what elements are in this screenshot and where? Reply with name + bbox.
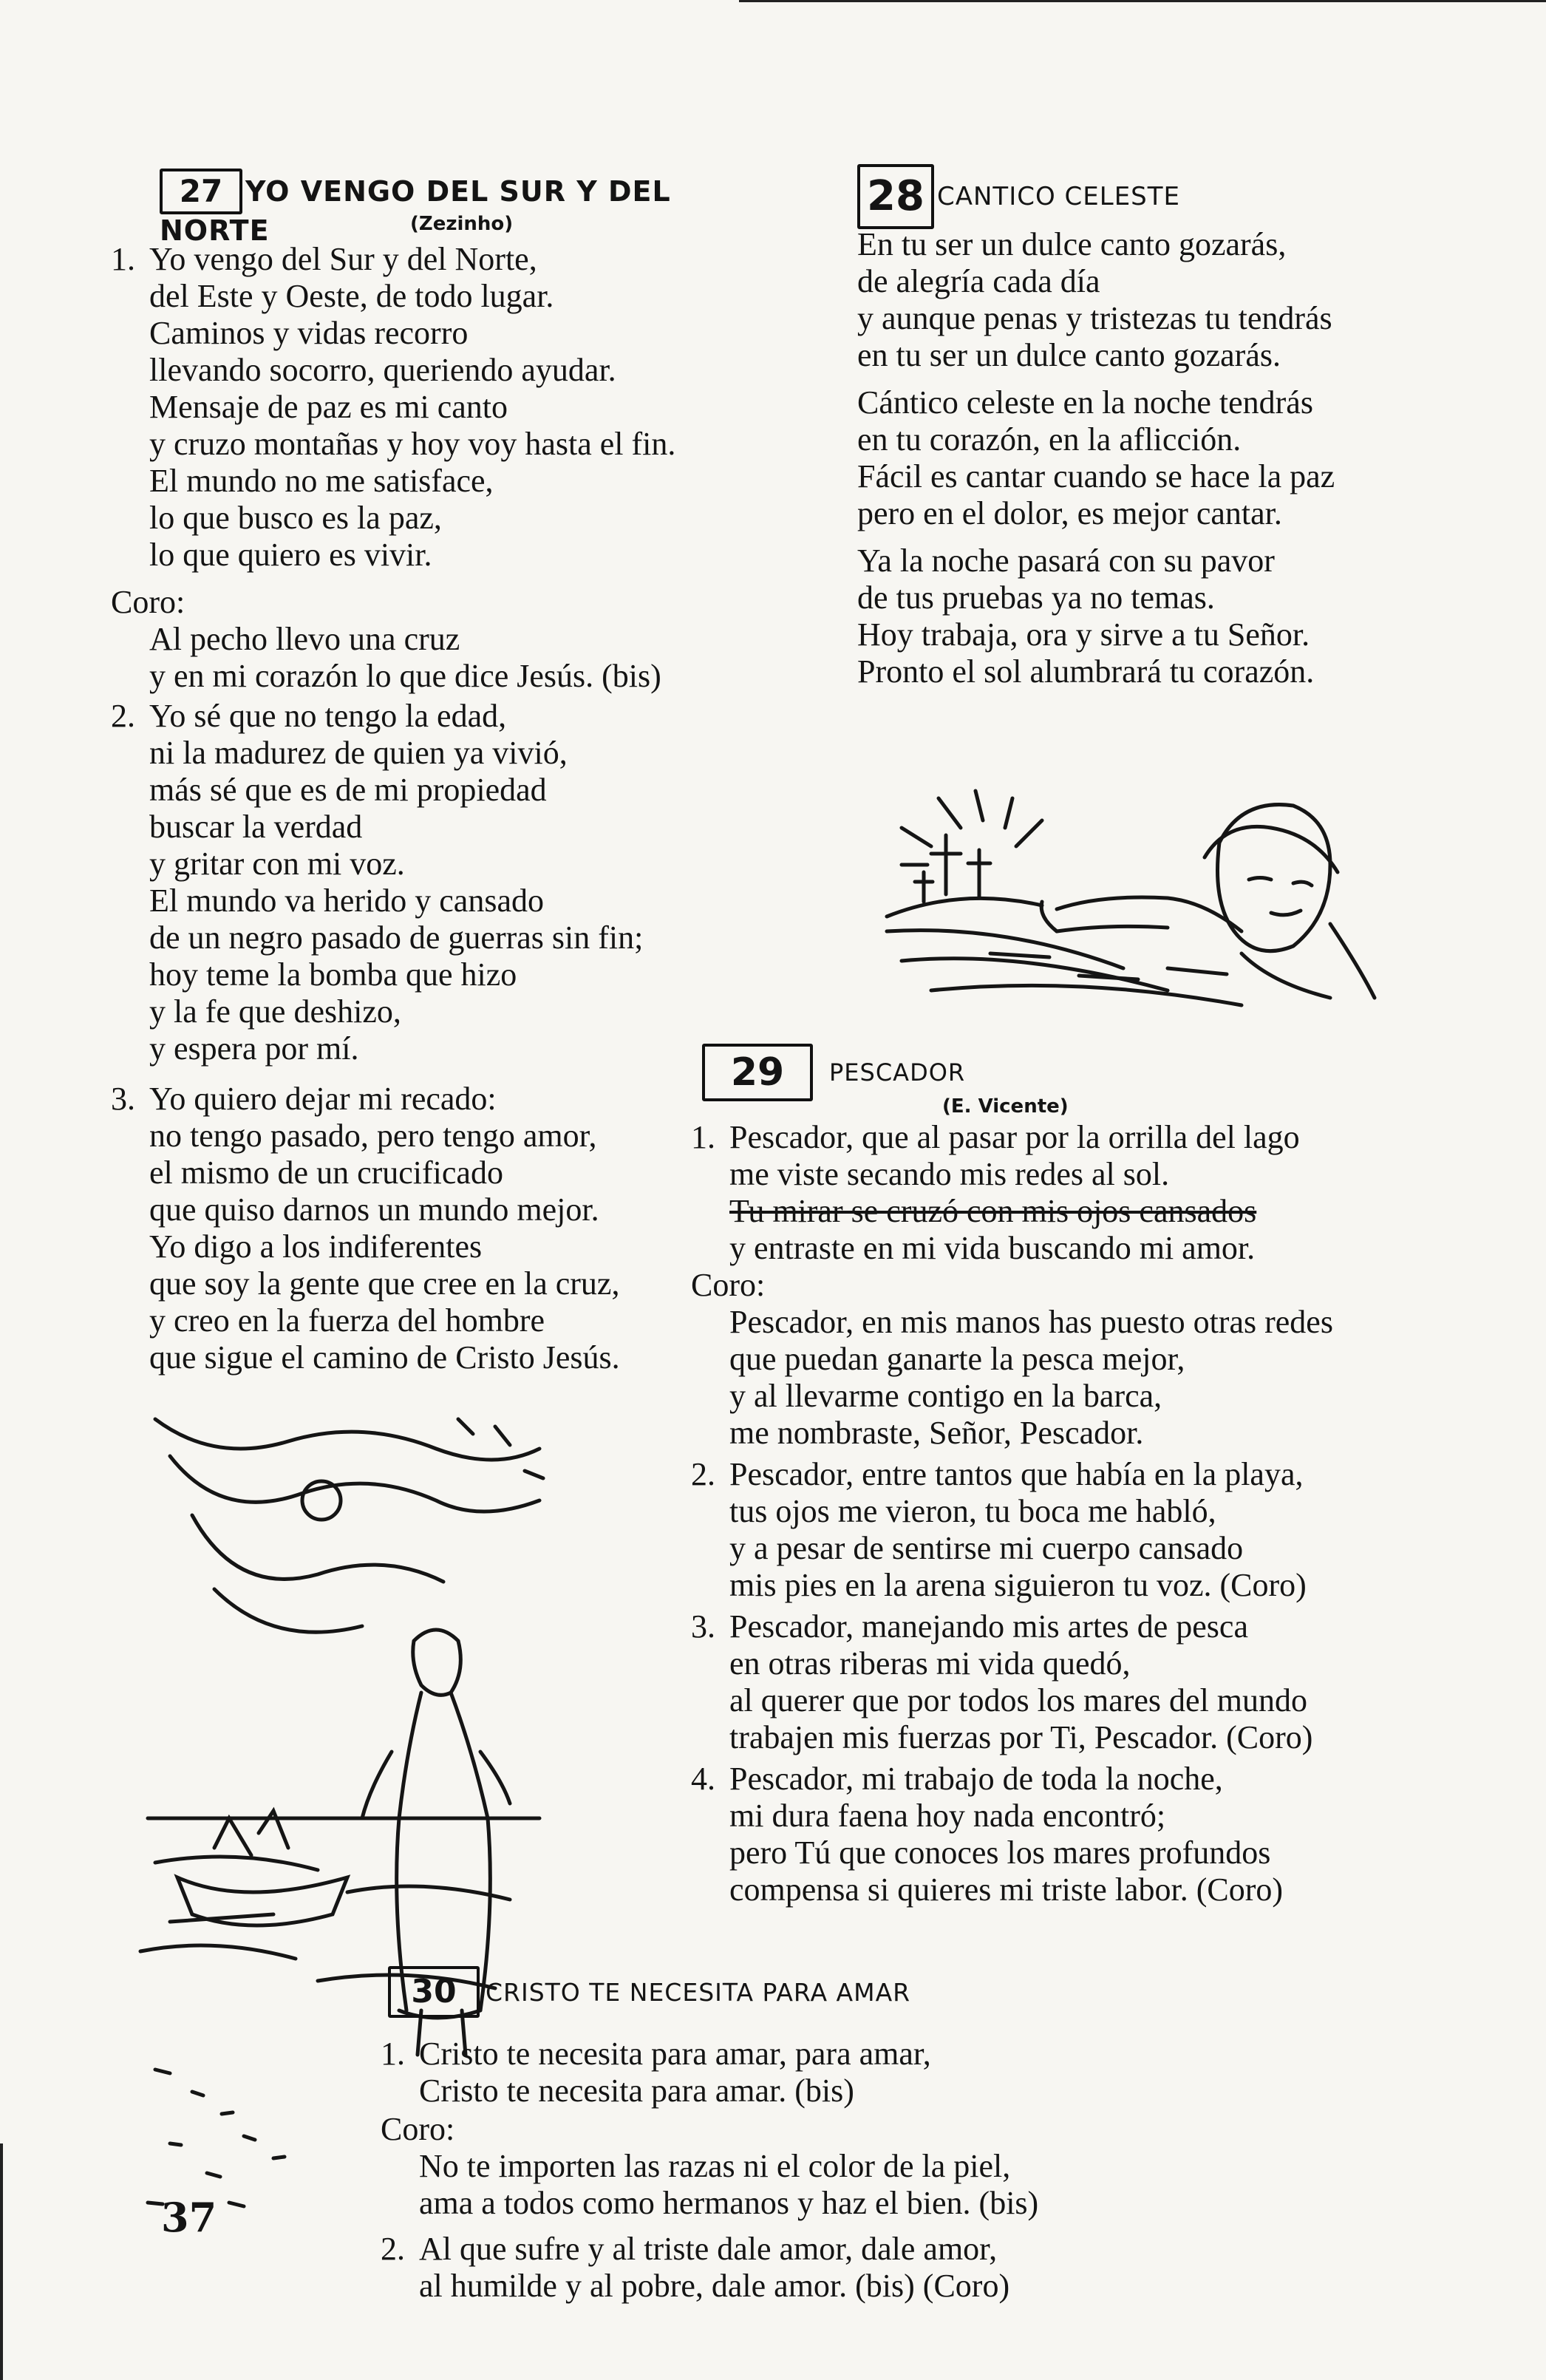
song-number-box: 29 [702,1044,813,1101]
verse-line: pero en el dolor, es mejor cantar. [857,495,1282,531]
verse-line: 4. Pescador, mi trabajo de toda la noche, [691,1761,1223,1797]
verse-line: de alegría cada día [857,263,1100,299]
verse-line: más sé que es de mi propiedad [149,772,547,808]
verse-line: Cristo te necesita para amar. (bis) [419,2073,854,2109]
verse-line: pero Tú que conoces los mares profundos [729,1835,1271,1871]
song-27 [111,169,776,1376]
verse-line: 2. Yo sé que no tengo la edad, [111,698,507,734]
pointing-figure-drawing [857,776,1389,1013]
verse-line: y entraste en mi vida buscando mi amor. [729,1230,1256,1266]
verse-line: lo que busco es la paz, [149,500,442,536]
verse-line: y espera por mí. [149,1030,359,1067]
verse-line: en tu corazón, en la aflicción. [857,421,1242,458]
coro-line: ama a todos como hermanos y haz el bien. (bis) [419,2185,1039,2221]
verse-line: hoy teme la bomba que hizo [149,956,517,993]
verse-line: ni la madurez de quien ya vivió, [149,735,568,771]
song-27-coro [111,584,776,695]
verse-line: en otras riberas mi vida quedó, [729,1645,1131,1682]
song-28 [857,164,1493,690]
verse-line: tus ojos me vieron, tu boca me habló, [729,1493,1216,1529]
verse-line: En tu ser un dulce canto gozarás, [857,226,1287,262]
song-number-box: 27 [160,169,242,214]
song-29 [691,1044,1511,1908]
song-27-verse-1 [111,241,776,574]
song-title: CANTICO CELESTE [937,182,1181,211]
coro-line: y en mi corazón lo que dice Jesús. (bis) [149,658,661,694]
verse-line: mis pies en la arena siguieron tu voz. (Coro) [729,1567,1307,1603]
verse-line: y cruzo montañas y hoy voy hasta el fin. [149,426,676,462]
verse-line: lo que quiero es vivir. [149,537,432,573]
song-30-verse-1 [381,2036,1489,2109]
coro-label: Coro: [381,2111,455,2147]
coro-label: Coro: [691,1267,766,1303]
struck-verse-line: Tu mirar se cruzó con mis ojos cansados [729,1193,1257,1229]
verse-line: Caminos y vidas recorro [149,315,469,351]
verse-line: trabajen mis fuerzas por Ti, Pescador. (Coro) [729,1719,1313,1755]
song-29-verse-2 [691,1456,1511,1604]
verse-line: al humilde y al pobre, dale amor. (bis) (Coro) [419,2268,1010,2304]
verse-line: 2. Pescador, entre tantos que había en la playa, [691,1456,1304,1492]
verse-line: 3. Pescador, manejando mis artes de pesca [691,1608,1248,1645]
verse-line: Cántico celeste en la noche tendrás [857,384,1313,421]
verse-line: al querer que por todos los mares del mundo [729,1682,1308,1718]
verse-line: y gritar con mi voz. [149,846,405,882]
verse-line: Yo digo a los indiferentes [149,1228,483,1265]
page-number: 37 [161,2194,217,2241]
verse-line: Pronto el sol alumbrará tu corazón. [857,653,1315,690]
coro-line: me nombraste, Señor, Pescador. [729,1415,1144,1451]
song-29-header [691,1044,1511,1103]
song-28-stanza-2 [857,384,1493,532]
song-title: PESCADOR [829,1058,966,1087]
verse-line: que sigue el camino de Cristo Jesús. [149,1339,620,1376]
song-30-coro [381,2111,1489,2222]
verse-line: de tus pruebas ya no temas. [857,579,1215,616]
verse-line: no tengo pasado, pero tengo amor, [149,1118,597,1154]
coro-line: que puedan ganarte la pesca mejor, [729,1341,1185,1377]
song-title: CRISTO TE NECESITA PARA AMAR [486,1977,911,2007]
song-29-coro [691,1267,1511,1452]
verse-line: del Este y Oeste, de todo lugar. [149,278,554,314]
verse-line: y aunque penas y tristezas tu tendrás [857,300,1332,336]
verse-line: compensa si quieres mi triste labor. (Coro) [729,1871,1284,1908]
top-page-edge [739,0,1546,2]
verse-line: me viste secando mis redes al sol. [729,1156,1170,1192]
left-page-edge [0,2143,3,2380]
coro-label: Coro: [111,584,185,620]
song-29-verse-1 [691,1119,1511,1267]
pointing-figure-illustration [857,776,1389,1013]
song-30-verse-2 [381,2231,1489,2305]
song-number-box: 28 [857,164,934,229]
verse-line: que soy la gente que cree en la cruz, [149,1265,620,1302]
coro-line: Al pecho llevo una cruz [149,621,460,657]
song-title: YO VENGO DEL SUR Y DEL NORTE [160,175,671,247]
song-28-stanza-1 [857,226,1493,374]
verse-line: El mundo va herido y cansado [149,883,544,919]
coro-line: Pescador, en mis manos has puesto otras redes [729,1304,1333,1340]
verse-line: Hoy trabaja, ora y sirve a tu Señor. [857,616,1310,653]
verse-line: 3. Yo quiero dejar mi recado: [111,1081,497,1117]
verse-line: 2. Al que sufre y al triste dale amor, dale amor, [381,2231,998,2267]
song-27-verse-3 [111,1081,776,1376]
verse-line: y creo en la fuerza del hombre [149,1302,545,1339]
verse-line: llevando socorro, queriendo ayudar. [149,352,616,388]
verse-line: 1. Cristo te necesita para amar, para amar, [381,2036,931,2072]
song-30-header [381,1966,1489,2019]
verse-line: 1. Yo vengo del Sur y del Norte, [111,241,537,277]
song-28-header [857,164,1493,231]
song-author: (E. Vicente) [942,1095,1069,1118]
song-number-box: 30 [388,1966,480,2018]
verse-line: y la fe que deshizo, [149,993,401,1030]
song-27-verse-2 [111,698,776,1067]
coro-line: No te importen las razas ni el color de la piel, [419,2148,1011,2184]
verse-line: Mensaje de paz es mi canto [149,389,508,425]
verse-line: en tu ser un dulce canto gozarás. [857,337,1281,373]
song-author: (Zezinho) [410,213,514,235]
verse-line: el mismo de un crucificado [149,1155,503,1191]
verse-line: buscar la verdad [149,809,363,845]
song-30 [381,1966,1489,2305]
verse-line: de un negro pasado de guerras sin fin; [149,919,644,956]
verse-line: y a pesar de sentirse mi cuerpo cansado [729,1530,1244,1566]
verse-line: que quiso darnos un mundo mejor. [149,1191,599,1228]
verse-line: Fácil es cantar cuando se hace la paz [857,458,1335,494]
verse-line: El mundo no me satisface, [149,463,494,499]
coro-line: y al llevarme contigo en la barca, [729,1378,1162,1414]
song-28-stanza-3 [857,543,1493,690]
verse-line: mi dura faena hoy nada encontró; [729,1798,1166,1834]
verse-line: Ya la noche pasará con su pavor [857,543,1275,579]
song-29-verse-3 [691,1608,1511,1756]
verse-line: 1. Pescador, que al pasar por la orrilla del lago [691,1119,1300,1155]
song-29-verse-4 [691,1761,1511,1908]
